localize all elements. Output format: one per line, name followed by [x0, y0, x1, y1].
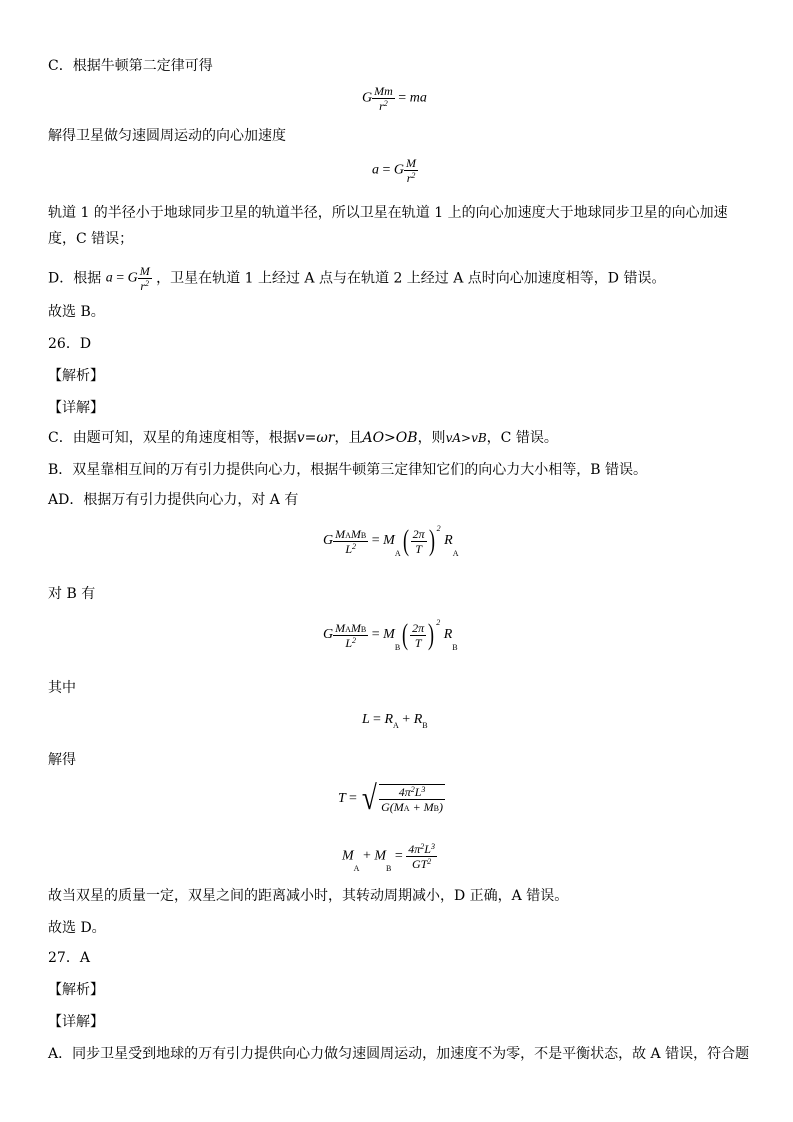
equation-distance: $L = R_A + R_B$	[362, 712, 428, 730]
section-heading: 【详解】	[48, 1014, 104, 1030]
equation-newton-second-law: G $\frac{Mm}{r^2}$ = ma	[362, 84, 427, 113]
equation-mass-sum: $M_A + M_B$ = $\frac{4\pi^2L^3}{GT^2}$	[342, 842, 435, 873]
text-paragraph: 轨道 1 的半径小于地球同步卫星的轨道半径，所以卫星在轨道 1 上的向心加速度大于地球同步卫星的向心加速度，C 错误；	[48, 205, 728, 247]
d-suffix: ，卫星在轨道 1 上经过 A 点与在轨道 2 上经过 A 点时向心加速度相等，D 错误。	[156, 270, 666, 287]
math-va-vb: vA>vB	[445, 431, 487, 445]
c26-text-a: C．由题可知，双星的角速度相等，根据	[48, 430, 297, 446]
section-heading: 【详解】	[48, 400, 104, 416]
inline-equation-acceleration: a = G $\frac{M}{r^2}$	[105, 264, 150, 293]
text-line: 故选 D。	[48, 920, 106, 936]
question-number: 27．A	[48, 950, 90, 966]
text-line: 故选 B。	[48, 304, 105, 320]
text-line: C．根据牛顿第二定律可得	[48, 58, 213, 74]
c26-text-b: ，且	[334, 430, 363, 446]
text-line: 解得	[48, 752, 76, 768]
math-ao-ob: AO>OB	[362, 430, 418, 446]
equation-force-a: G $\frac{M_AM_B}{L^2}$ = $M_A$( $\frac{2\pi}{T}$ ) $^2$ $R_A$	[323, 524, 459, 558]
text-line: AD．根据万有引力提供向心力，对 A 有	[48, 492, 299, 508]
d-prefix: D．根据	[48, 270, 102, 287]
section-heading: 【解析】	[48, 368, 104, 384]
text-line-c26	[48, 428, 558, 448]
text-line: 故当双星的质量一定，双星之间的距离减小时，其转动周期减小，D 正确，A 错误。	[48, 888, 569, 904]
section-heading: 【解析】	[48, 982, 104, 998]
text-line: 解得卫星做匀速圆周运动的向心加速度	[48, 128, 286, 144]
math-v-eq: v=ωr	[296, 430, 335, 446]
equation-period: T = √ $\frac{4\pi^2L^3}{G(M_A + M_B)}$	[338, 780, 444, 817]
text-line: A．同步卫星受到地球的万有引力提供向心力做匀速圆周运动，加速度不为零，不是平衡状态，故 A 错误，符合题	[48, 1046, 750, 1062]
text-line: 其中	[48, 680, 76, 696]
question-number: 26．D	[48, 336, 92, 352]
c26-text-d: ，C 错误。	[486, 430, 558, 446]
text-line-d	[48, 264, 665, 293]
equation-acceleration: a = G $\frac{M}{r^2}$	[372, 156, 417, 185]
c26-text-c: ，则	[417, 430, 446, 446]
equation-force-b: G $\frac{M_AM_B}{L^2}$ = $M_B$( $\frac{2\pi}{T}$ ) $^2$ $R_B$	[323, 618, 458, 652]
text-line: 对 B 有	[48, 586, 96, 602]
text-line: B．双星靠相互间的万有引力提供向心力，根据牛顿第三定律知它们的向心力大小相等，B 错误。	[48, 462, 648, 478]
